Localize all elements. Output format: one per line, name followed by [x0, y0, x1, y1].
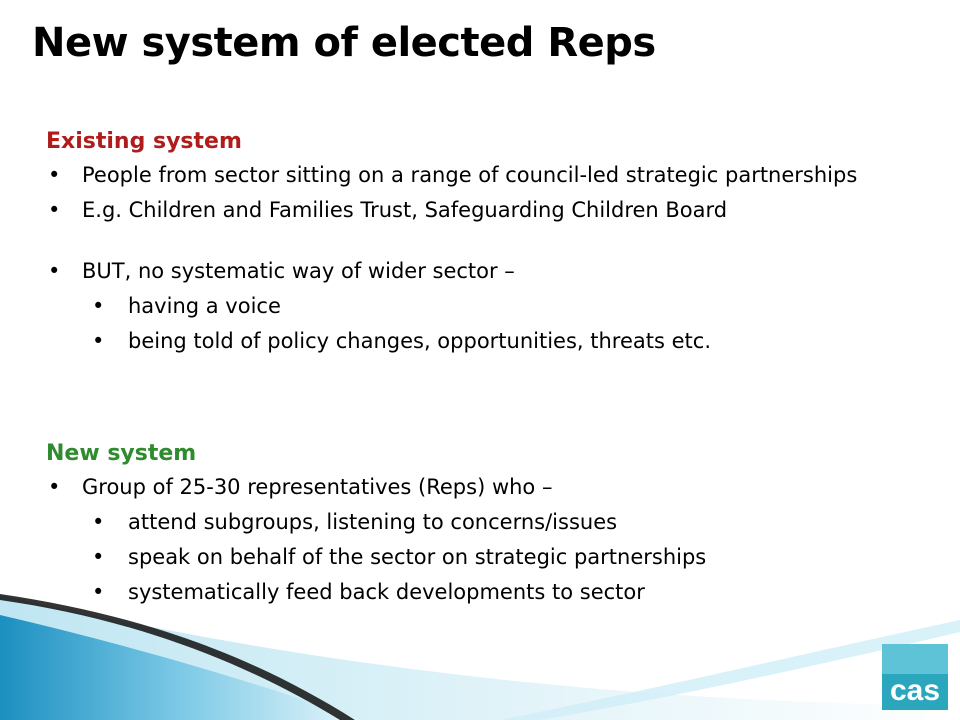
list-item: • People from sector sitting on a range of council-led strategic partnerships [46, 158, 906, 193]
existing-system-section [46, 126, 906, 359]
spacer [46, 228, 906, 254]
sub-list-item: • speak on behalf of the sector on strategic partnerships [46, 540, 906, 575]
sub-list-item: • being told of policy changes, opportunities, threats etc. [46, 324, 906, 359]
slide-title: New system of elected Reps [32, 20, 656, 66]
sub-list-item: • having a voice [46, 289, 906, 324]
new-system-heading: New system [46, 441, 197, 466]
cas-logo [882, 644, 948, 710]
sub-list-item: • attend subgroups, listening to concerns/issues [46, 505, 906, 540]
existing-system-list-but [46, 254, 906, 359]
existing-system-heading: Existing system [46, 129, 242, 154]
logo-text: cas [889, 674, 941, 707]
list-item: • BUT, no systematic way of wider sector – [46, 254, 906, 289]
existing-system-list [46, 158, 906, 228]
list-item: • Group of 25-30 representatives (Reps) who – [46, 470, 906, 505]
list-item: • E.g. Children and Families Trust, Safeguarding Children Board [46, 193, 906, 228]
sub-list-item: • systematically feed back developments to sector [46, 575, 906, 610]
wave-decoration [0, 580, 960, 720]
